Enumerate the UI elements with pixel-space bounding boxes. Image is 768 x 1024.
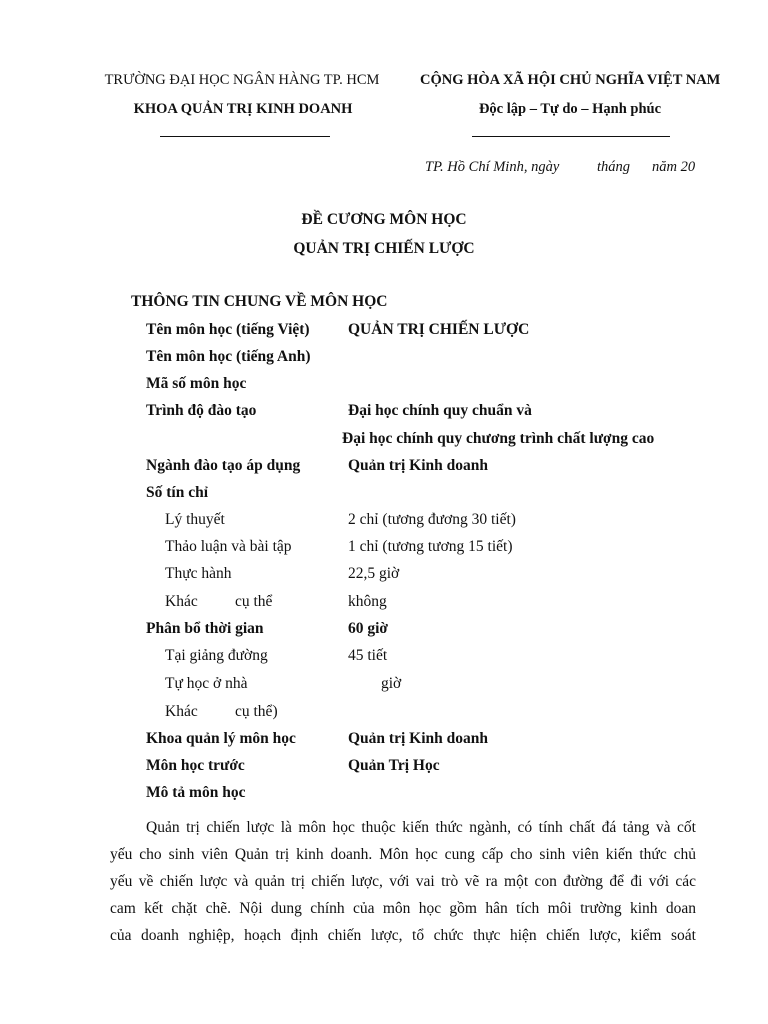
name-vi-value: QUẢN TRỊ CHIẾN LƯỢC — [348, 321, 530, 338]
right-underline — [472, 136, 670, 137]
faculty-name: KHOA QUẢN TRỊ KINH DOANH — [133, 101, 353, 117]
other-label: Khác — [165, 593, 198, 610]
time-allocation-label: Phân bổ thời gian — [146, 620, 264, 637]
date-year: năm 20 — [652, 159, 696, 175]
major-value: Quản trị Kinh doanh — [348, 457, 488, 474]
lecture-hall-label: Tại giảng đường — [165, 647, 268, 664]
course-code-label: Mã số môn học — [146, 375, 247, 392]
description-line-3: yếu về chiến lược và quản trị chiến lược, với vai trò vẽ ra một con đường để đi với các — [110, 873, 696, 890]
date-month: tháng — [597, 159, 631, 175]
training-level-value-1: Đại học chính quy chuẩn và — [348, 402, 532, 419]
theory-label: Lý thuyết — [165, 511, 225, 528]
country-name: CỘNG HÒA XÃ HỘI CHỦ NGHĨA VIỆT NAM — [420, 72, 721, 88]
section-heading: THÔNG TIN CHUNG VỀ MÔN HỌC — [131, 293, 388, 310]
major-label: Ngành đào tạo áp dụng — [146, 457, 301, 474]
training-level-label: Trình độ đào tạo — [146, 402, 257, 419]
document-title: ĐỀ CƯƠNG MÔN HỌC — [301, 211, 467, 228]
training-level-value-2: Đại học chính quy chương trình chất lượng cao — [342, 430, 655, 447]
other-time-specific: cụ thể) — [235, 703, 278, 720]
credits-label: Số tín chỉ — [146, 484, 209, 501]
date-place: TP. Hồ Chí Minh, ngày — [425, 159, 560, 175]
time-allocation-value: 60 giờ — [348, 620, 389, 637]
department-value: Quản trị Kinh doanh — [348, 730, 488, 747]
other-specific: cụ thể — [235, 593, 273, 610]
practice-label: Thực hành — [165, 565, 232, 582]
self-study-value: giờ — [381, 675, 402, 692]
discussion-value: 1 chỉ (tương tương 15 tiết) — [348, 538, 513, 555]
other-time-label: Khác — [165, 703, 198, 720]
theory-value: 2 chỉ (tương đương 30 tiết) — [348, 511, 516, 528]
prerequisite-value: Quản Trị Học — [348, 757, 440, 774]
prerequisite-label: Môn học trước — [146, 757, 245, 774]
description-line-5: của doanh nghiệp, hoạch định chiến lược, tổ chức thực hiện chiến lược, kiểm soát — [110, 927, 696, 944]
description-line-4: cam kết chặt chẽ. Nội dung chính của môn học gồm hân tích môi trường kinh doan — [110, 900, 696, 917]
left-underline — [160, 136, 330, 137]
practice-value: 22,5 giờ — [348, 565, 400, 582]
other-value: không — [348, 593, 387, 610]
university-name: TRƯỜNG ĐẠI HỌC NGÂN HÀNG TP. HCM — [104, 72, 380, 88]
description-line-2: yếu cho sinh viên Quản trị kinh doanh. Môn học cung cấp cho sinh viên kiến thức chủ — [110, 846, 696, 863]
course-title: QUẢN TRỊ CHIẾN LƯỢC — [293, 240, 475, 257]
course-description — [110, 814, 696, 949]
name-en-label: Tên môn học (tiếng Anh) — [146, 348, 311, 365]
lecture-hall-value: 45 tiết — [348, 647, 388, 664]
name-vi-label: Tên môn học (tiếng Việt) — [146, 321, 310, 338]
department-label: Khoa quản lý môn học — [146, 730, 296, 747]
motto: Độc lập – Tự do – Hạnh phúc — [478, 101, 662, 117]
description-line-1: Quản trị chiến lược là môn học thuộc kiến thức ngành, có tính chất đá tảng và cốt — [146, 819, 696, 836]
discussion-label: Thảo luận và bài tập — [165, 538, 292, 555]
description-label: Mô tả môn học — [146, 784, 246, 801]
self-study-label: Tự học ở nhà — [165, 675, 248, 692]
